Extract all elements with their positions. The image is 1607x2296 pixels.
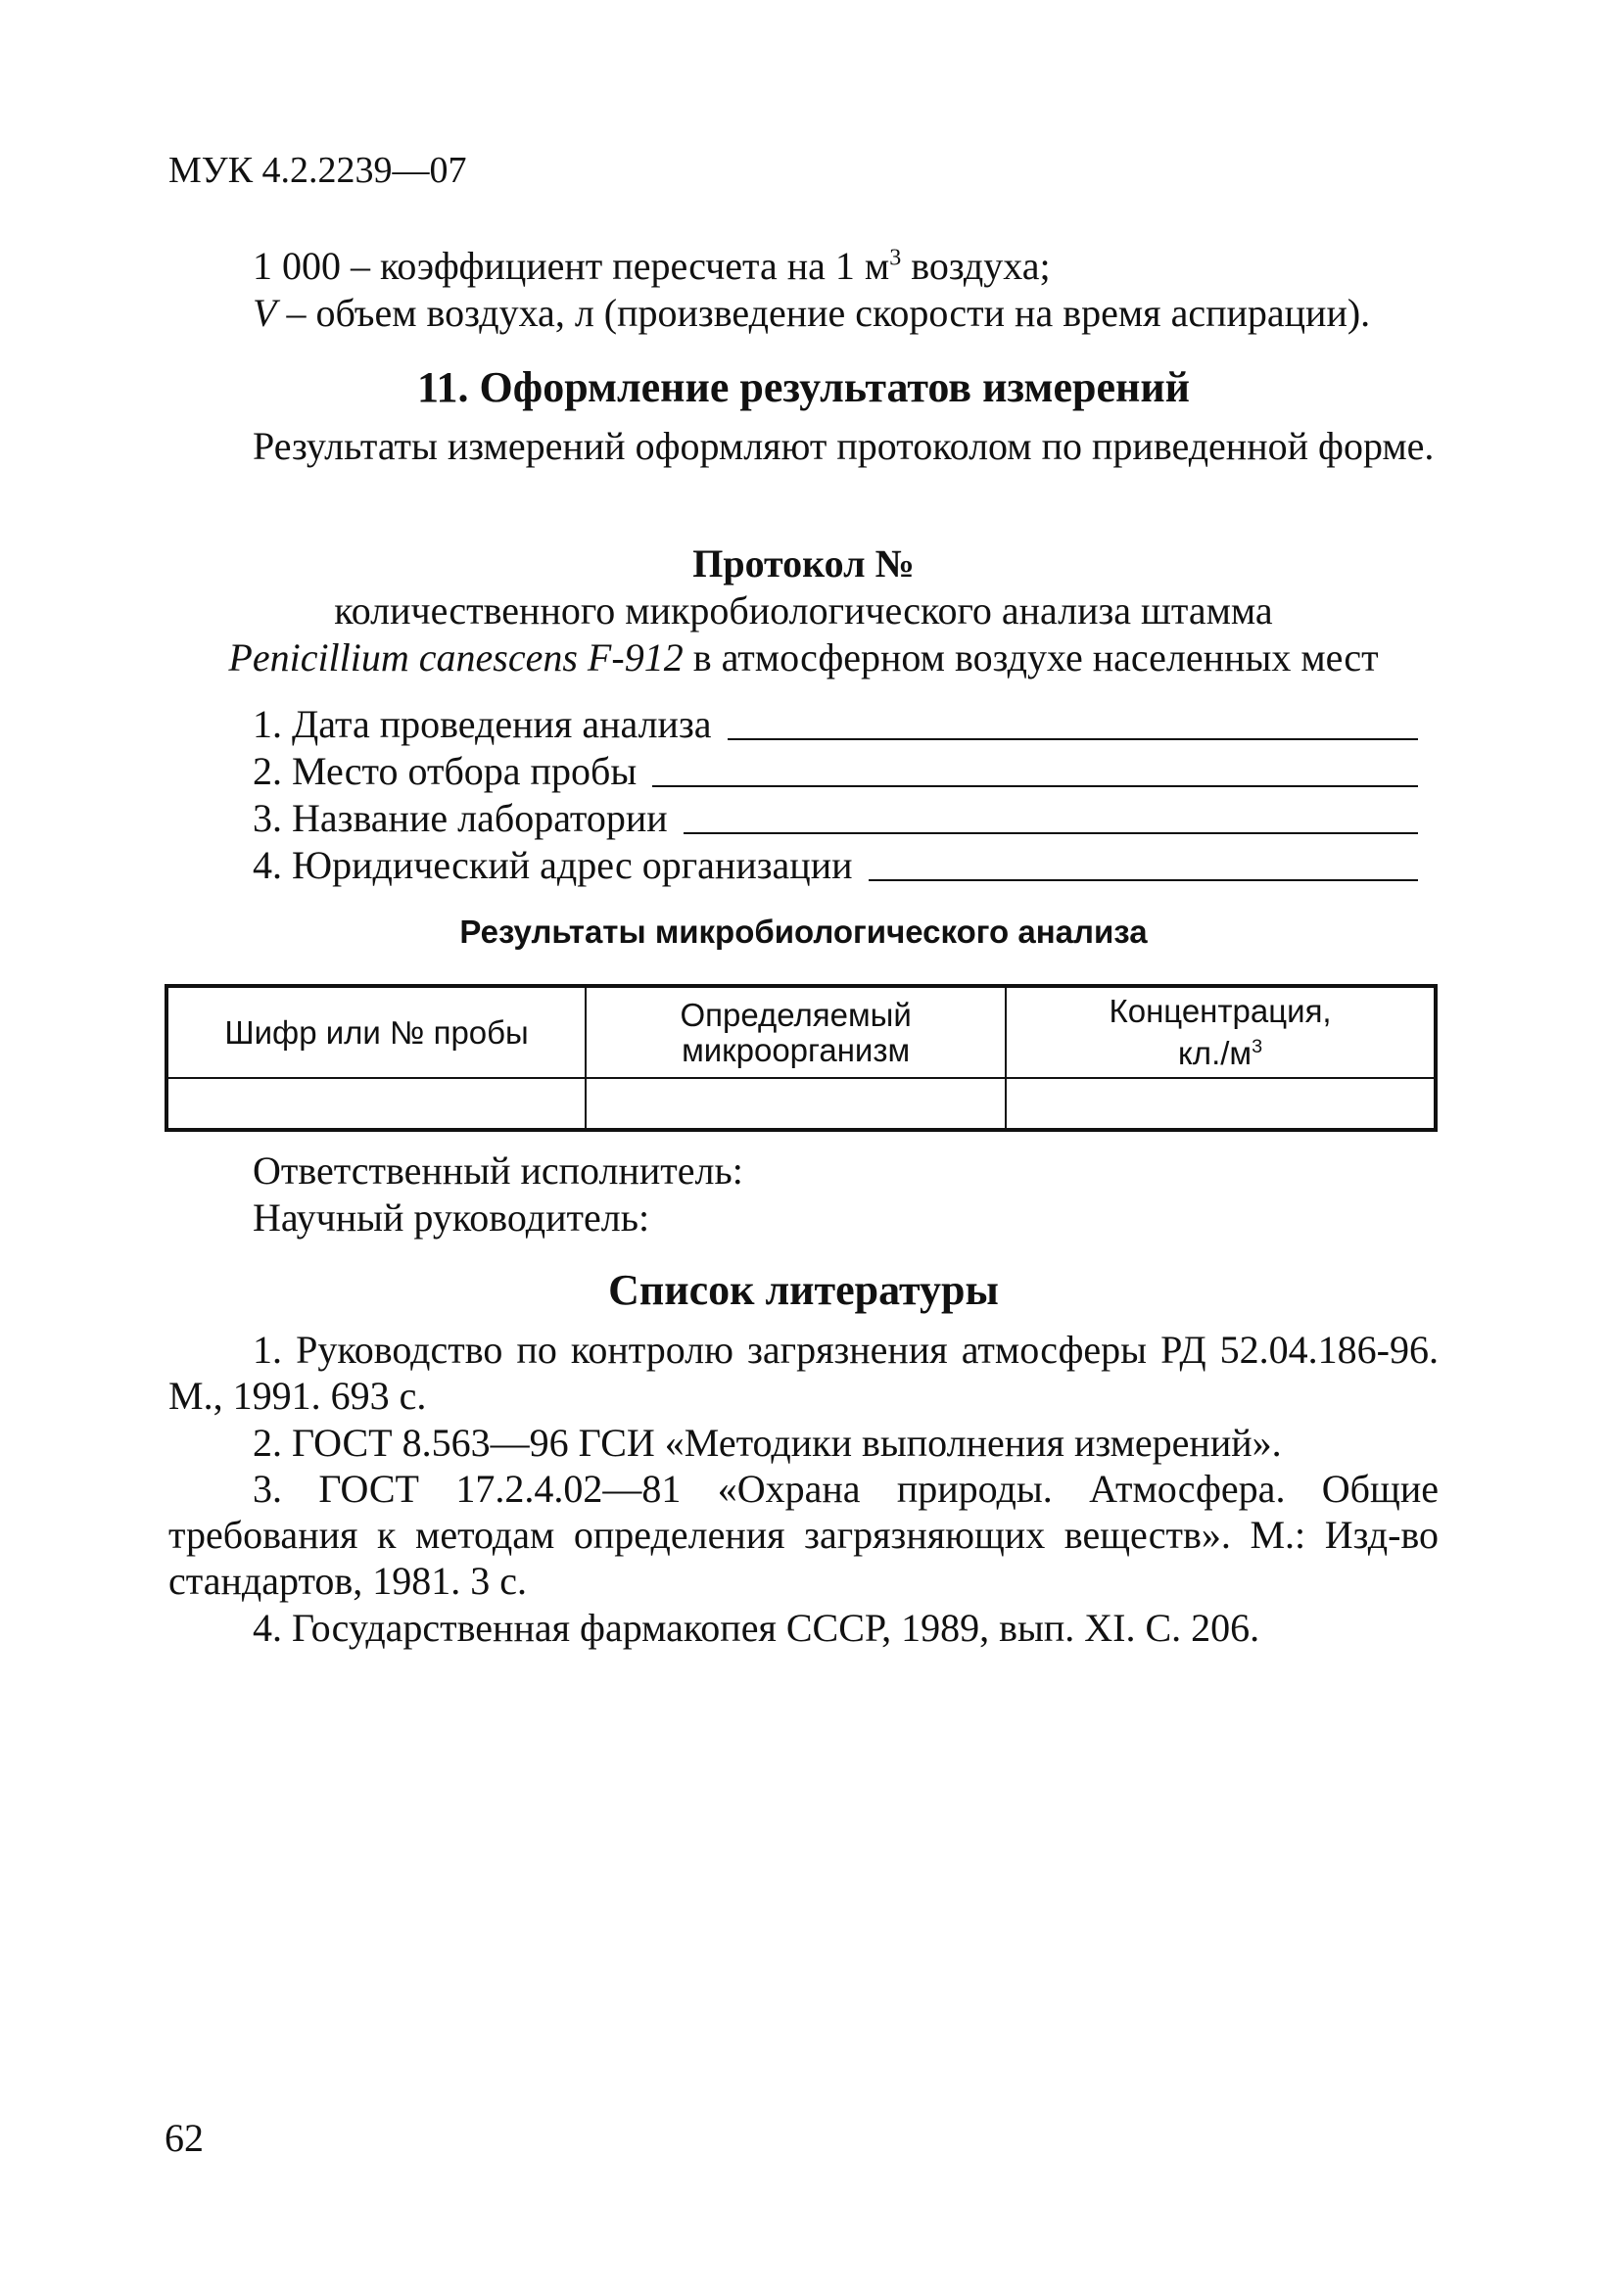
- page-number: 62: [165, 2116, 204, 2160]
- header-text: Концентрация,: [1109, 993, 1332, 1029]
- table-header-row: [166, 986, 1436, 1078]
- reference-item: 1. Руководство по контролю загрязнения атмосферы РД 52.04.186-96. М., 1991. 693 с.: [168, 1328, 1439, 1418]
- table-cell: [1006, 1078, 1436, 1130]
- fill-in-line: [652, 785, 1418, 787]
- form-field-date: [253, 701, 1418, 747]
- references-title: Список литературы: [608, 1266, 999, 1314]
- definition-term: V: [253, 291, 277, 335]
- signature-supervisor: Научный руководитель:: [253, 1195, 650, 1240]
- protocol-subtitle-species: [0, 634, 1607, 680]
- fill-in-line: [684, 832, 1418, 834]
- fill-in-line: [728, 738, 1418, 740]
- table-header-cell-microorganism: [586, 986, 1006, 1078]
- table-cell: [586, 1078, 1006, 1130]
- form-field-address: [253, 842, 1418, 888]
- definition-text-tail: воздуха;: [901, 244, 1051, 288]
- superscript: 3: [889, 245, 902, 271]
- fill-in-line: [869, 879, 1419, 881]
- section-title: 11. Оформление результатов измерений: [416, 363, 1191, 411]
- superscript: 3: [1252, 1036, 1263, 1057]
- protocol-subtitle-rest: в атмосферном воздухе населенных мест: [683, 635, 1379, 679]
- table-header-cell-sample: [166, 986, 586, 1078]
- protocol-subtitle: количественного микробиологического анализа штамма: [334, 588, 1273, 633]
- reference-item: 4. Государственная фармакопея СССР, 1989, вып. XI. С. 206.: [253, 1606, 1260, 1650]
- header-text: кл./м: [1178, 1035, 1253, 1071]
- protocol-title: Протокол №: [692, 541, 915, 586]
- definition-coefficient: [253, 243, 1051, 289]
- section-paragraph: Результаты измерений оформляют протоколом по приведенной форме.: [253, 424, 1435, 468]
- form-field-place: [253, 748, 1418, 794]
- definition-text: – коэффициент пересчета на 1 м: [341, 244, 890, 288]
- header-text: Шифр или № пробы: [224, 1013, 529, 1051]
- document-code: МУК 4.2.2239—07: [168, 150, 467, 191]
- form-field-label: 4. Юридический адрес организации: [253, 843, 853, 887]
- definition-term: 1 000: [253, 244, 341, 288]
- table-cell: [166, 1078, 586, 1130]
- header-text: Определяемый: [680, 996, 912, 1033]
- results-table-title: Результаты микробиологического анализа: [459, 914, 1148, 950]
- reference-item: 3. ГОСТ 17.2.4.02—81 «Охрана природы. Атмосфера. Общие требования к методам определения загрязняющих веществ». М.: Изд-во стандартов, 1981. 3 с.: [168, 1467, 1439, 1603]
- results-table: [165, 984, 1438, 1132]
- form-field-label: 3. Название лаборатории: [253, 796, 668, 840]
- form-field-label: 2. Место отбора пробы: [253, 749, 638, 793]
- definition-text: – объем воздуха, л (произведение скорости на время аспирации).: [276, 291, 1371, 335]
- header-text: микроорганизм: [682, 1031, 911, 1068]
- species-name: Penicillium canescens F-912: [228, 635, 684, 679]
- table-row: [166, 1078, 1436, 1130]
- definition-volume: [253, 290, 1370, 336]
- table-header-cell-concentration: [1006, 986, 1436, 1078]
- reference-item: 2. ГОСТ 8.563—96 ГСИ «Методики выполнения измерений».: [253, 1421, 1282, 1465]
- signature-responsible: Ответственный исполнитель:: [253, 1148, 743, 1193]
- form-field-label: 1. Дата проведения анализа: [253, 702, 712, 746]
- form-field-lab: [253, 795, 1418, 841]
